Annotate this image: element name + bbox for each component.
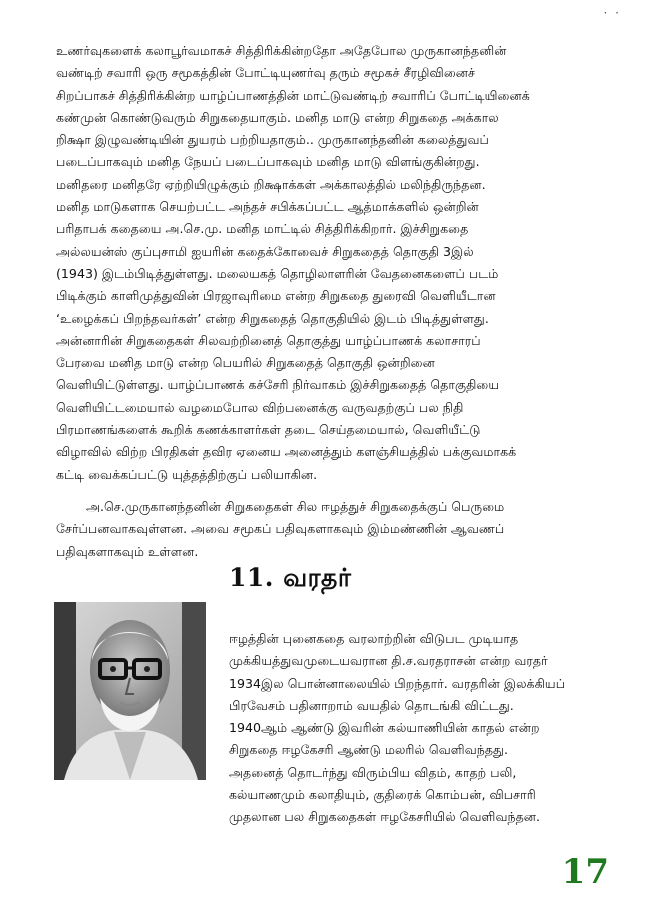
text-line: றிக்ஷா இழுவண்டியின் துயரம் பற்றியதாகும்.. முருகானந்தனின் கலைத்துவப்	[56, 132, 489, 148]
text-line: கட்டி வைக்கப்பட்டு யுத்தத்திற்குப் பலியாகின.	[56, 466, 318, 482]
text-line: பிரவேசம் பதினாறாம் வயதில் தொடங்கி விட்டது.	[229, 697, 514, 713]
page-edge-marks: · ·	[603, 6, 621, 20]
text-line: மனித மாடுகளாக செயற்பட்ட அந்தச் சபிக்கப்பட்ட ஆத்மாக்களில் ஒன்றின்	[56, 199, 479, 215]
text-line: ‘உழைக்கப் பிறந்தவர்கள்’ என்ற சிறுகதைத் தொகுதியில் இடம் பிடித்துள்ளது.	[56, 310, 489, 326]
text-line: பதிவுகளாகவும் உள்ளன.	[56, 543, 199, 559]
text-line: சேர்ப்பனவாகவுள்ளன. அவை சமூகப் பதிவுகளாகவும் இம்மண்ணின் ஆவணப்	[56, 521, 505, 537]
text-line: பரிதாபக் கதையை அ.செ.மு. மனித மாட்டில் சித்திரிக்கிறார். இச்சிறுகதை	[56, 221, 469, 237]
text-line: முக்கியத்துவமுடையவரான தி.ச.வரதராசன் என்ற வரதர்	[229, 653, 548, 669]
text-line: அல்லயன்ஸ் குப்புசாமி ஐயரின் கதைக்கோவைச் சிறுகதைத் தொகுதி 3இல்	[56, 243, 474, 259]
text-line: வண்டிற் சவாரி ஒரு சமூகத்தின் போட்டியுணர்வு தரும் சமூகச் சீரழிவினைச்	[56, 65, 475, 81]
text-line: மனிதரை மனிதரே ஏற்றியிழுக்கும் றிக்ஷாக்கள் அக்காலத்தில் மலிந்திருந்தன.	[56, 176, 486, 192]
text-line: (1943) இடம்பிடித்துள்ளது. மலையகத் தொழிலாளரின் வேதனைகளைப் படம்	[56, 265, 499, 281]
section-body-paragraph	[229, 628, 617, 829]
text-line: கண்முன் கொண்டுவரும் சிறுகதையாகும். மனித மாடு என்ற சிறுகதை அக்கால	[56, 109, 499, 125]
text-line: பிரமாணங்களைக் கூறிக் கணக்காளர்கள் தடை செய்தமையால், வெளியீட்டு	[56, 422, 481, 438]
text-line: வெளியிட்டமையால் வழமைபோல விற்பனைக்கு வருவதற்குப் பல நிதி	[56, 399, 464, 415]
text-line: கல்யாணமும் கலாதியும், குதிரைக் கொம்பன், விபசாரி	[229, 787, 536, 803]
text-line: பிடிக்கும் காளிமுத்துவின் பிரஜாவுரிமை என்ற சிறுகதை துரைவி வெளியீடான	[56, 288, 496, 304]
text-line: 1940ஆம் ஆண்டு இவரின் கல்யாணியின் காதல் என்ற	[229, 720, 540, 736]
text-line: ஈழத்தின் புனைகதை வரலாற்றின் விடுபட முடியாத	[229, 631, 519, 646]
text-line: விழாவில் விற்ற பிரதிகள் தவிர ஏனைய அனைத்தும் களஞ்சியத்தில் பக்குவமாகக்	[56, 444, 517, 460]
text-line: அ.செ.முருகானந்தனின் சிறுகதைகள் சில ஈழத்துச் சிறுகதைக்குப் பெருமை	[86, 499, 505, 514]
text-line: உணர்வுகளைக் கலாபூர்வமாகச் சித்திரிக்கின்றதோ அதேபோல முருகானந்தனின்	[56, 43, 507, 58]
text-line: படைப்பாகவும் மனித நேயப் படைப்பாகவும் மனித மாடு விளங்குகின்றது.	[56, 154, 480, 170]
text-line: அதனைத் தொடர்ந்து விரும்பிய விதம், காதற் பலி,	[229, 764, 517, 780]
text-line: பேரவை மனித மாடு என்ற பெயரில் சிறுகதைத் தொகுதி ஒன்றினை	[56, 355, 435, 371]
text-line: அன்னாரின் சிறுகதைகள் சிலவற்றினைத் தொகுத்து யாழ்ப்பாணக் கலாசாரப்	[56, 332, 481, 348]
text-line: முதலான பல சிறுகதைகள் ஈழகேசரியில் வெளிவந்தன.	[229, 809, 541, 825]
page-number: 17	[561, 852, 609, 892]
body-paragraph-2	[56, 496, 616, 563]
section-heading: 11. வரதர்	[229, 563, 352, 592]
text-line: 1934இல பொன்னாலையில் பிறந்தார். வரதரின் இலக்கியப்	[229, 675, 566, 691]
author-portrait-photo	[54, 602, 206, 780]
body-paragraph-1	[56, 40, 616, 486]
text-line: வெளியிட்டுள்ளது. யாழ்ப்பாணக் கச்சேரி நிர்வாகம் இச்சிறுகதைத் தொகுதியை	[56, 377, 500, 393]
text-line: சிறுகதை ஈழகேசரி ஆண்டு மலரில் வெளிவந்தது.	[229, 742, 508, 758]
text-line: சிறப்பாகச் சித்திரிக்கின்ற யாழ்ப்பாணத்தின் மாட்டுவண்டிற் சவாரிப் போட்டியினைக்	[56, 87, 530, 103]
portrait-image	[54, 602, 206, 780]
